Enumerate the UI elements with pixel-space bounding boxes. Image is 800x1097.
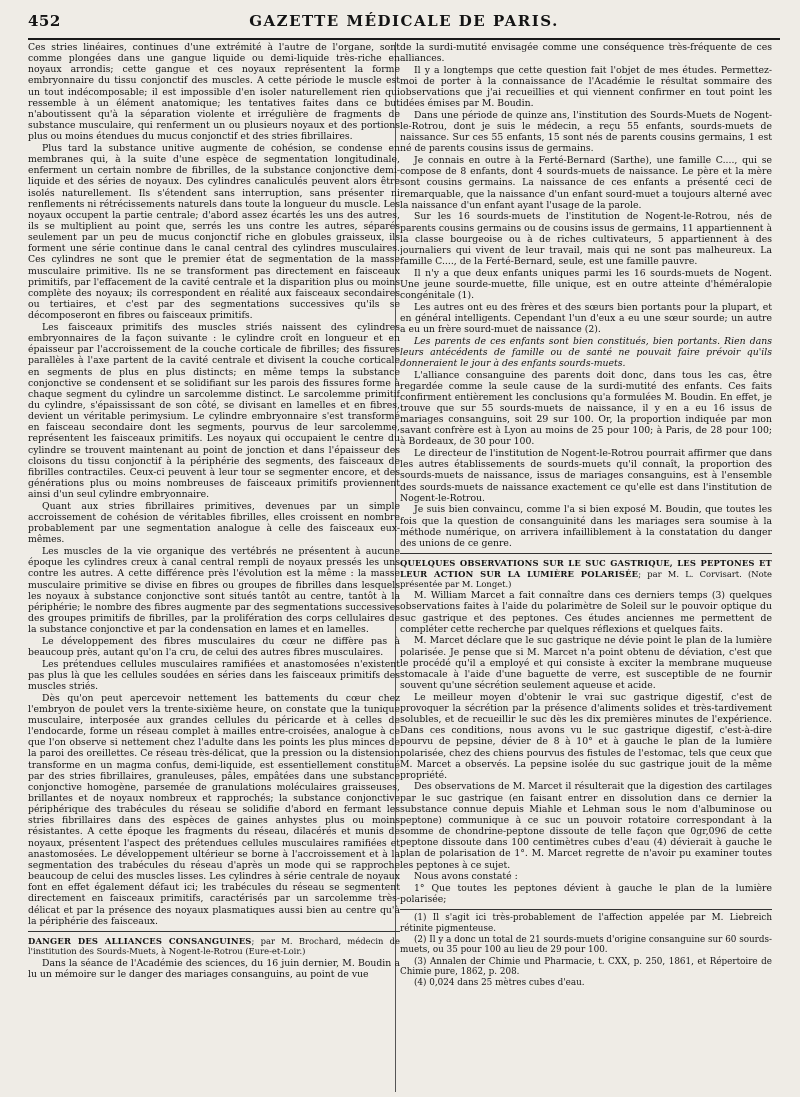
paragraph: Ces stries linéaires, continues d'une extrémité à l'autre de l'organe, sont comme plongées dans une gangue liquide ou demi-liquide très-riche en noyaux arrondis; cette gangue et ces noyaux représentent la forme embryonnaire du tissu conjonctif des muscles. A cette période le muscle est un tout indécomposable; il est impossible d'en isoler naturellement rien qui ressemble à un élément anatomique; les tentatives faites dans ce but n'aboutissent qu'à la séparation violente et irrégulière de fragments de substance musculaire, qui renferment un ou plusieurs noyaux et des portions plus ou moins étendues du mucus conjonctif et des stries fibrillaires. [28, 42, 400, 143]
paragraph: Des observations de M. Marcet il résulterait que la digestion des cartilages par le suc gastrique (en faisant entrer en dissolution dans ce dernier la substance connue depuis Miahle et Lehman sous le nom d'albuminose ou peptone) communique à ce suc un pouvoir rotatoire correspondant à la somme de chondrine-peptone dissoute de telle façon que 0gr,096 de cette peptone dissoute dans 100 centimètres cubes d'eau (4) dévierait à gauche le plan de polarisation de 1°. M. Marcet regrette de n'avoir pu examiner toutes les peptones à ce sujet. [400, 781, 772, 871]
paragraph: Dans une période de quinze ans, l'institution des Sourds-Muets de Nogent-le-Rotrou, dont je suis le médecin, a reçu 55 enfants, sourds-muets de naissance. Sur ces 55 enfants, 15 sont nés de parents cousins germains, 1 est né de parents cousins issus de germains. [400, 109, 772, 155]
paragraph: Les muscles de la vie organique des vertébrés ne présentent à aucune époque les cylindres creux à canal central rempli de noyaux pressés les uns contre les autres. A cette différence près l'évolution est la même : la masse musculaire primitive se divise en fibres ou groupes de fibrilles dans lesquels les noyaux à substance conjonctive sont situés tantôt au centre, tantôt à la périphérie; le nombre des fibres augmente par des segmentations successives des groupes primitifs de fibrilles, par la prolifération des corps cellulaires de la substance conjonctive et par la condensation en lames et en lamelles. [28, 546, 400, 636]
article-heading-gastric-juice [400, 558, 772, 590]
paragraph: L'alliance consanguine des parents doit donc, dans tous les cas, être regardée comme la seule cause de la surdi-mutité des enfants. Ces faits confirment entièrement les conclusions qu'a formulées M. Boudin. En effet, je trouve que sur 55 sourds-muets de naissance, il y en a eu 16 issus de mariages consanguins, soit 29 sur 100. Or, la proportion indiquée par mon savant confrère est à Lyon au moins de 25 pour 100; à Paris, de 28 pour 100; à Bordeaux, de 30 pour 100. [400, 369, 772, 448]
article-heading-consanguinity [28, 936, 400, 957]
article-divider [28, 931, 400, 932]
paragraph: Nous avons constaté : [414, 871, 518, 883]
paragraph: M. Marcet déclare que le suc gastrique ne dévie point le plan de la lumière polarisée. Je pense que si M. Marcet n'a point obtenu de déviation, c'est que le procédé qu'il a employé et qui consiste à exciter la membrane muqueuse stomacale à l'aide d'une baguette de verre, est susceptible de ne fournir souvent qu'une sécrétion seulement aqueuse et acide. [400, 635, 772, 692]
left-column [28, 42, 400, 1094]
article-divider [400, 553, 772, 554]
header-rule [28, 38, 780, 40]
page-number: 452 [28, 12, 61, 30]
paragraph: Sur les 16 sourds-muets de l'institution de Nogent-le-Rotrou, nés de parents cousins germains ou de cousins issus de germains, 11 appartiennent à la classe bourgeoise ou à de riches cultivateurs, 5 appartiennent à des journaliers qui vivent de leur travail, mais qui ne sont pas malheureux. La famille C...., de la Ferté-Bernard, seule, est une famille pauvre. [400, 211, 772, 267]
paragraph: Le directeur de l'institution de Nogent-le-Rotrou pourrait affirmer que dans les autres établissements de sourds-muets qu'il connaît, la proportion des sourds-muets de naissance, issus de mariages consanguins, est à l'ensemble des sourds-muets de naissance exactement ce qu'elle est dans l'institution de Nogent-le-Rotrou. [400, 448, 772, 504]
footnote: (2) Il y a donc un total de 21 sourds-muets d'origine consanguine sur 60 sourds-muets, ou 35 pour 100 au lieu de 29 pour 100. [400, 934, 772, 956]
italic-paragraph: Les parents de ces enfants sont bien constitués, bien portants. Rien dans leurs antécédents de famille ou de santé ne pouvait faire prévoir qu'ils donneraient le jour à des enfants sourds-muets. [400, 335, 772, 369]
paragraph: de la surdi-mutité envisagée comme une conséquence très-fréquente de ces alliances. [400, 42, 772, 65]
paragraph: Le développement des fibres musculaires du cœur ne diffère pas à beaucoup près, autant qu'on l'a cru, de celui des autres fibres musculaires. [28, 635, 400, 658]
right-column [400, 42, 772, 1094]
paragraph: M. William Marcet a fait connaître dans ces derniers temps (3) quelques observations faites à l'aide du polarimètre de Soleil sur le pouvoir optique du suc gastrique et des peptones. Ces études anciennes me permettent de compléter cette recherche par quelques réflexions et quelques faits. [400, 590, 772, 635]
footnote-divider [400, 909, 772, 910]
paragraph: Plus tard la substance unitive augmente de cohésion, se condense en membranes qui, à la suite d'une espèce de segmentation longitudinale, enferment un certain nombre de fibrilles, de la substance conjonctive demi-liquide et des séries de noyaux. Des cylindres canaliculés peuvent alors être isolés naturellement. Ils s'étendent sans interruption, sans présenter ni renflements ni rétrécissements naturels dans toute la longueur du muscle. Les noyaux occupent la partie centrale; d'abord assez écartés les uns des autres, ils se multiplient au point que, serrés les uns contre les autres, séparés seulement par un peu de mucus conjonctif riche en globules graisseux, ils forment une série continue dans le canal central des cylindres musculaires. Ces cylindres ne sont que le premier état de segmentation de la masse musculaire primitive. Ils ne se transforment pas directement en faisceaux primitifs, par l'effacement de la cavité centrale et la disparition plus ou moins complète des noyaux; ils correspondent en réalité aux faisceaux secondaires ou tertiaires, et c'est par des segmentations successives qu'ils se décomposeront en fibres ou faisceaux primitifs. [28, 142, 400, 322]
footnotes [400, 913, 772, 989]
paragraph: Quant aux stries fibrillaires primitives, devenues par un simple accroissement de cohésion de véritables fibrilles, elles croissent en nombre probablement par une segmentation analogue à celle des faisceaux eux-mêmes. [28, 500, 400, 546]
article-title: DANGER DES ALLIANCES CONSANGUINES [28, 935, 252, 946]
paragraph: Les faisceaux primitifs des muscles striés naissent des cylindres embryonnaires de la façon suivante : le cylindre croît en longueur et en épaisseur par l'accroissement de la couche corticale de fibrilles; des fissures parallèles à l'axe partent de la cavité centrale et divisent la couche corticale en segments de plus en plus distincts; en même temps la substance conjonctive se condensent et se solidifiant sur les parois des fissures forme à chaque segment du cylindre un sarcolemme distinct. Le sarcolemme primitif du cylindre, s'épaississant de son côté, se divisant en lamelles et en fibres, devient un véritable perimysium. Le cylindre embryonnaire s'est transformé en faisceau secondaire dont les segments, pourvus de leur sarcolemme, représentent les faisceaux primitifs. Les noyaux qui occupaient le centre du cylindre se trouvent maintenant au point de jonction et dans l'épaisseur des cloisons du tissu conjonctif à la périphérie des segments, des faisceaux de fibrilles contractiles. Ceux-ci peuvent à leur tour se segmenter encore, et des générations plus ou moins nombreuses de faisceaux primitifs proviennent ainsi d'un seul cylindre embryonnaire. [28, 321, 400, 501]
article-title: QUELQUES OBSERVATIONS SUR LE SUC GASTRIQUE, LES PEPTONES ET LEUR ACTION SUR LA LUMIÈRE POLARISÉE [400, 558, 772, 579]
article-byline: ; par M. L. Corvisart. (Note présentée par M. Longet.) [400, 568, 772, 590]
footnote: (1) Il s'agit ici très-probablement de l'affection appelée par M. Liebreich rétinite pigmenteuse. [400, 913, 772, 934]
paragraph: Les autres ont eu des frères et des sœurs bien portants pour la plupart, et en général intelligents. Cependant l'un d'eux a eu une sœur sourde; un autre a eu un frère sourd-muet de naissance (2). [400, 301, 772, 335]
paragraph: Il y a longtemps que cette question fait l'objet de mes études. Permettez-moi de porter à la connaissance de l'Académie le résultat sommaire des observations que j'ai recueillies et qui viennent confirmer en tout point les idées émises par M. Boudin. [400, 64, 772, 110]
paragraph: 1° Que toutes les peptones dévient à gauche le plan de la lumière polarisée; [400, 882, 772, 906]
paragraph: Je suis bien convaincu, comme l'a si bien exposé M. Boudin, que toutes les fois que la question de consanguinité dans les mariages sera soumise à la méthode numérique, on arrivera infailliblement à la constatation du danger des unions de ce genre. [400, 504, 772, 549]
footnote: (4) 0,024 dans 25 mètres cubes d'eau. [414, 978, 585, 989]
journal-title: GAZETTE MÉDICALE DE PARIS. [249, 12, 559, 30]
paragraph: Le meilleur moyen d'obtenir le vrai suc gastrique digestif, c'est de provoquer la sécrétion par la présence d'aliments solides et très-tardivement solubles, et de recueillir le suc dès les dix premières minutes de l'expérience. Dans ces conditions, nous avons vu le suc gastrique digestif, c'est-à-dire pourvu de pepsine, dévier de 8 à 10° et à gauche le plan de la lumière polarisée, chez des chiens pourvus des fistules de l'estomac, tels que ceux que M. Marcet a observés. La pepsine isolée du suc gastrique jouit de la même propriété. [400, 691, 772, 781]
paragraph: Dans la séance de l'Académie des sciences, du 16 juin dernier, M. Boudin a lu un mémoire sur le danger des mariages consanguins, au point de vue [28, 957, 400, 980]
article-byline: ; par M. Brochard, médecin de l'institution des Sourds-Muets, à Nogent-le-Rotrou (Eure-et-Loir.) [28, 935, 400, 957]
paragraph: Les prétendues cellules musculaires ramifiées et anastomosées n'existent pas plus là que les cellules soudées en séries dans les faisceaux primitifs des muscles striés. [28, 658, 400, 692]
paragraph: Je connais en outre à la Ferté-Bernard (Sarthe), une famille C...., qui se compose de 8 enfants, dont 4 sourds-muets de naissance. Le père et la mère sont cousins germains. La naissance de ces enfants a présenté ceci de remarquable, que la naissance d'un enfant sourd-muet a toujours alterné avec la naissance d'un enfant ayant l'usage de la parole. [400, 155, 772, 211]
paragraph: Il n'y a que deux enfants uniques parmi les 16 sourds-muets de Nogent. Une jeune sourde-muette, fille unique, est en outre atteinte d'héméralopie congénitale (1). [400, 267, 772, 301]
footnote: (3) Annalen der Chimie und Pharmacie, t. CXX, p. 250, 1861, et Répertoire de Chimie pure, 1862, p. 208. [400, 956, 772, 978]
running-head [28, 12, 780, 38]
paragraph: Dès qu'on peut apercevoir nettement les battements du cœur chez l'embryon de poulet vers la trente-sixième heure, on constate que la tunique musculaire, interposée aux grandes cellules du péricarde et à celles de l'endocarde, forme un réseau complet à mailles entre-croisées, analogue à ce que l'on observe si nettement chez l'adulte dans les points les plus minces de la paroi des oreillettes. Ce réseau très-délicat, que la pression ou la distension transforme en un magma confus, demi-liquide, est essentiellement constitué par des stries fibrillaires, granuleuses, pâles, empâtées dans une substance conjonctive homogène, parsemée de granulations moléculaires graisseuses, brillantes et de noyaux nombreux et rapprochés; la substance conjonctive périphérique des trabécules du réseau se solidifie d'abord en fermant les stries fibrillaires dans des espèces de gaines anhystes plus ou moins résistantes. A cette époque les fragments du réseau, dilacérés et munis de noyaux, présentent l'aspect des prétendues cellules musculaires ramifiées et anastomosées. Le développement ultérieur se borne à l'accroissement et à la segmentation des trabécules du réseau d'après un mode qui se rapproche beaucoup de celui des muscles lisses. Les cylindres à série centrale de noyaux font en effet également défaut ici; les trabécules du réseau se segmentent directement en faisceaux primitifs, caractérisés par un sarcolemme très-délicat et par la présence des noyaux plasmatiques aussi bien au centre qu'à la périphérie des faisceaux. [28, 692, 400, 927]
